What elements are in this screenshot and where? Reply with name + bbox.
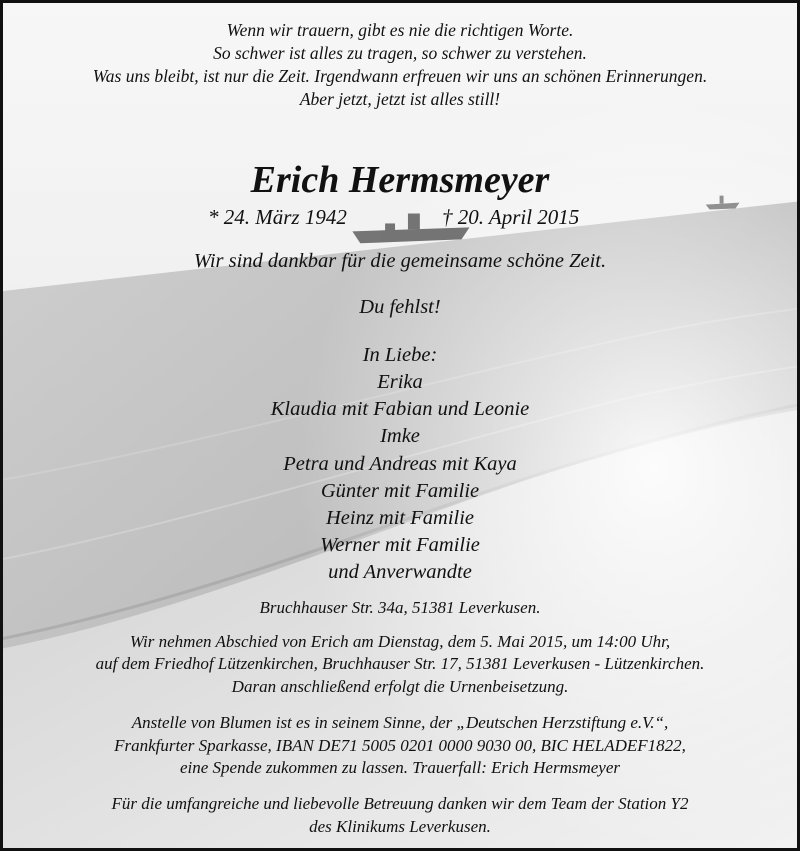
mourner-name: Heinz mit Familie — [325, 507, 475, 529]
funeral-line: Wir nehmen Abschied von Erich am Dienstag, dem 5. Mai 2015, um 14:00 Uhr, — [129, 632, 671, 651]
death-date: † 20. April 2015 — [442, 205, 580, 229]
mourner-name: Günter mit Familie — [320, 480, 480, 502]
funeral-line: Daran anschließend erfolgt die Urnenbeisetzung. — [231, 677, 569, 696]
mourner-name: Erika — [377, 371, 423, 393]
staff-thanks-line: des Klinikums Leverkusen. — [309, 817, 491, 836]
mourners-heading: In Liebe: — [362, 344, 438, 366]
poem-line: Aber jetzt, jetzt ist alles still! — [299, 89, 501, 109]
poem-line: So schwer ist alles zu tragen, so schwer zu verstehen. — [213, 43, 587, 63]
home-address: Bruchhauser Str. 34a, 51381 Leverkusen. — [259, 598, 541, 617]
birth-date: * 24. März 1942 — [208, 205, 347, 229]
funeral-line: auf dem Friedhof Lützenkirchen, Bruchhauser Str. 17, 51381 Leverkusen - Lützenkirchen. — [95, 654, 705, 673]
staff-thanks-line: Für die umfangreiche und liebevolle Betreuung danken wir dem Team der Station Y2 — [111, 794, 689, 813]
poem-line: Wenn wir trauern, gibt es nie die richtigen Worte. — [226, 20, 574, 40]
donation-line: Frankfurter Sparkasse, IBAN DE71 5005 0201 0000 9030 00, BIC HELADEF1822, — [114, 736, 686, 755]
mourner-name: Imke — [380, 425, 420, 447]
deceased-name: Erich Hermsmeyer — [250, 159, 550, 201]
mourner-name: und Anverwandte — [328, 561, 472, 583]
poem-line: Was uns bleibt, ist nur die Zeit. Irgendwann erfreuen wir uns an schönen Erinnerungen. — [92, 66, 708, 86]
mourner-name: Werner mit Familie — [320, 534, 480, 556]
mourner-name: Klaudia mit Fabian und Leonie — [270, 398, 530, 420]
missed-line: Du fehlst! — [359, 296, 441, 318]
mourner-name: Petra und Andreas mit Kaya — [283, 453, 517, 475]
gratitude-line: Wir sind dankbar für die gemeinsame schöne Zeit. — [193, 250, 607, 272]
donation-line: Anstelle von Blumen ist es in seinem Sinne, der „Deutschen Herzstiftung e.V.“, — [131, 713, 669, 732]
donation-line: eine Spende zukommen zu lassen. Trauerfall: Erich Hermsmeyer — [179, 758, 621, 777]
